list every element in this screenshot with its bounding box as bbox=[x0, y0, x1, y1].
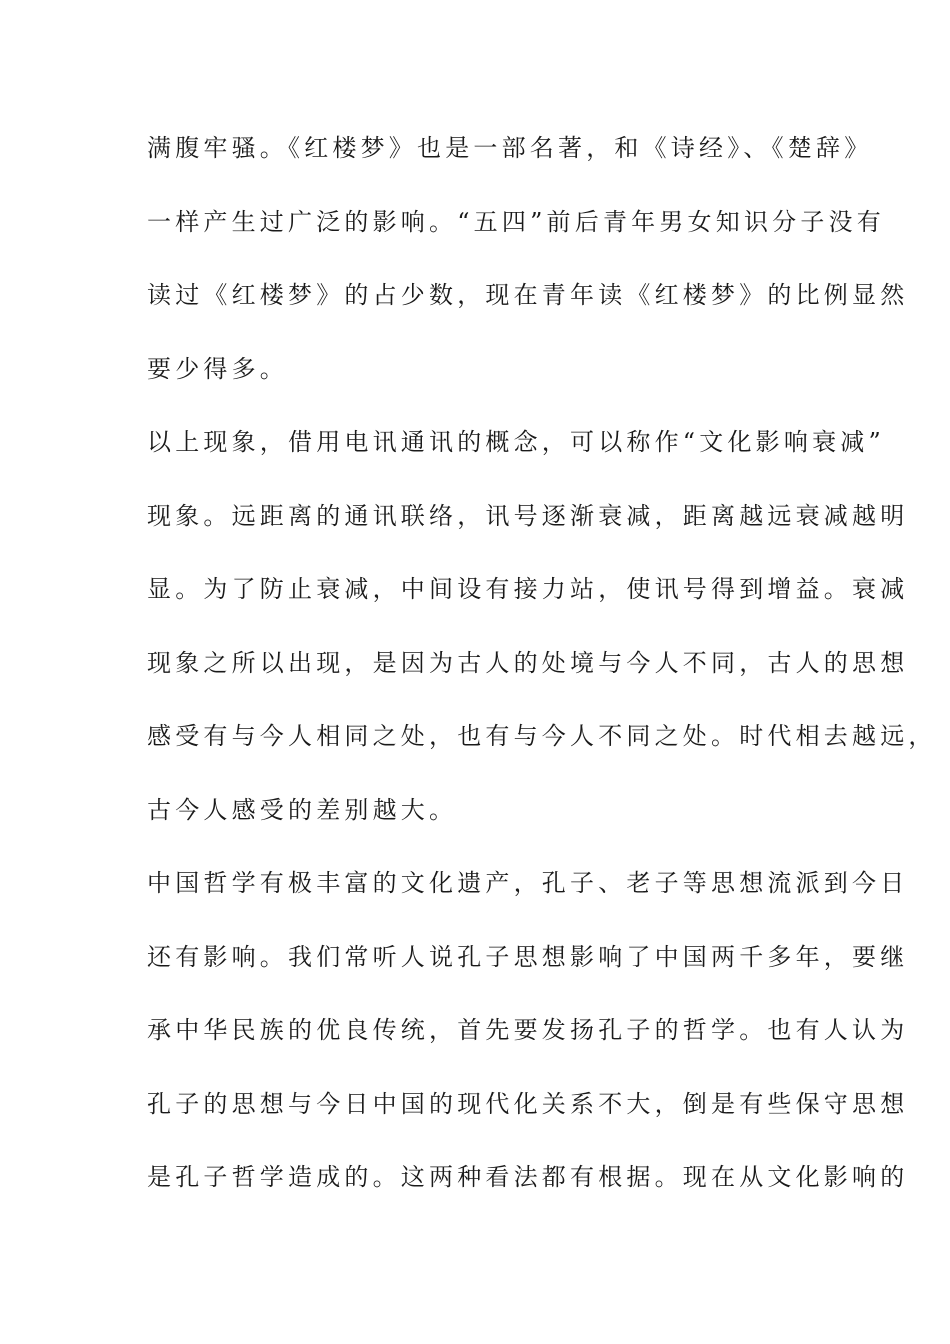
text-line: 现象之所以出现，是因为古人的处境与今人不同，古人的思想 bbox=[147, 648, 909, 677]
text-line: 还有影响。我们常听人说孔子思想影响了中国两千多年，要继 bbox=[147, 942, 909, 971]
text-line: 孔子的思想与今日中国的现代化关系不大，倒是有些保守思想 bbox=[147, 1089, 909, 1118]
text-line: 感受有与今人相同之处，也有与今人不同之处。时代相去越远， bbox=[147, 722, 937, 750]
text-line: 承中华民族的优良传统，首先要发扬孔子的哲学。也有人认为 bbox=[147, 1016, 909, 1044]
text-line: 是孔子哲学造成的。这两种看法都有根据。现在从文化影响的 bbox=[147, 1163, 909, 1191]
text-line: 中国哲学有极丰富的文化遗产，孔子、老子等思想流派到今日 bbox=[147, 869, 909, 897]
text-line: 读过《红楼梦》的占少数，现在青年读《红楼梦》的比例显然 bbox=[147, 281, 909, 309]
text-line: 显。为了防止衰减，中间设有接力站，使讯号得到增益。衰减 bbox=[147, 575, 909, 603]
document-body bbox=[147, 128, 937, 1231]
text-line: 以上现象，借用电讯通讯的概念，可以称作“文化影响衰减” bbox=[147, 428, 885, 456]
text-line: 满腹牢骚。《红楼梦》也是一部名著，和《诗经》、《楚辞》 bbox=[147, 134, 873, 162]
text-line: 古今人感受的差别越大。 bbox=[147, 795, 458, 824]
text-line: 一样产生过广泛的影响。“五四”前后青年男女知识分子没有 bbox=[147, 207, 885, 236]
text-line: 要少得多。 bbox=[147, 354, 288, 383]
text-line: 现象。远距离的通讯联络，讯号逐渐衰减，距离越远衰减越明 bbox=[147, 501, 909, 530]
